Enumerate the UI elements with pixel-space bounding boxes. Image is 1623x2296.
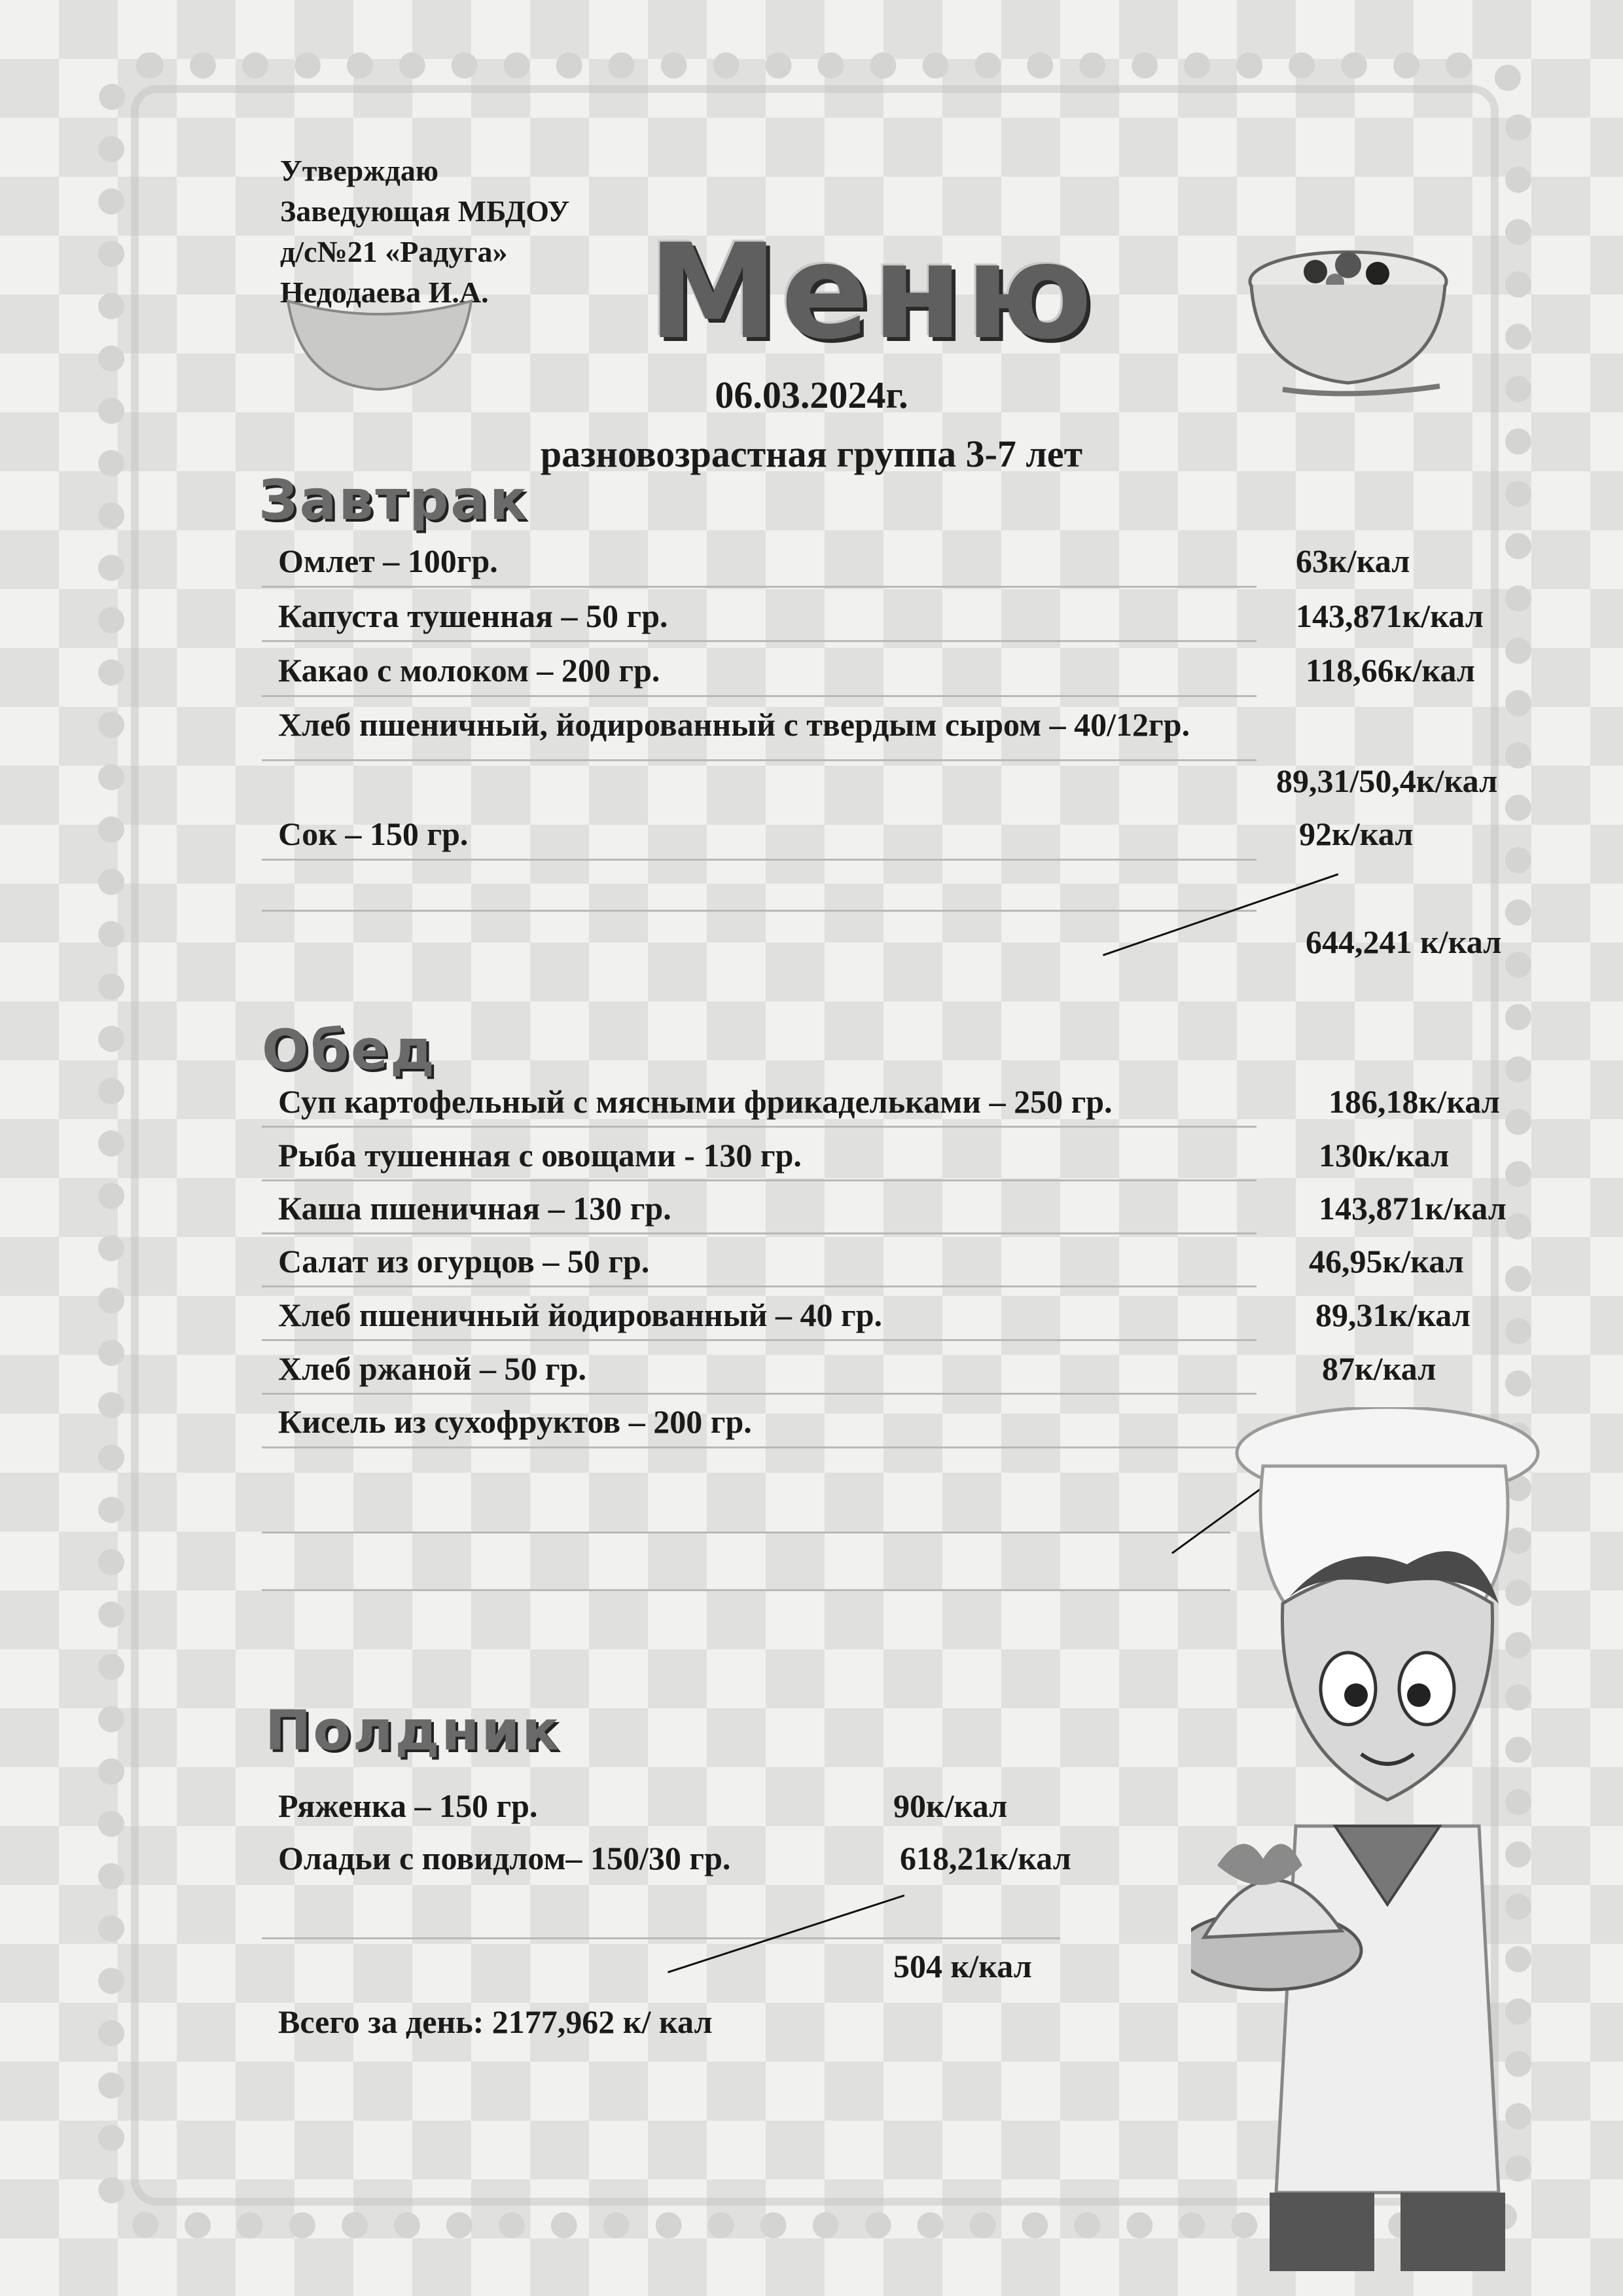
dish-name: Кисель из сухофруктов – 200 гр. (278, 1403, 752, 1440)
age-group: разновозрастная группа 3-7 лет (540, 433, 1083, 475)
dish-kcal: 143,871к/кал (1319, 1190, 1507, 1227)
breakfast-item (278, 706, 1561, 799)
dish-name: Каша пшеничная – 130 гр. (278, 1190, 671, 1227)
dish-kcal: 143,871к/кал (1296, 598, 1484, 634)
lunch-item (278, 1296, 1561, 1339)
dish-name: Капуста тушенная – 50 гр. (278, 598, 668, 634)
dish-kcal: 89,31/50,4к/кал (1276, 762, 1498, 799)
lunch-heading: Обед (262, 1018, 437, 1082)
approval-line: Заведующая МБДОУ (280, 194, 570, 228)
breakfast-item (278, 597, 1561, 640)
dish-kcal: 618,21к/кал (900, 1840, 1071, 1876)
lunch-item (278, 1242, 1561, 1285)
dish-kcal: 92к/кал (1299, 816, 1414, 852)
dish-kcal: 46,95к/кал (1309, 1243, 1464, 1280)
lunch-item (278, 1189, 1561, 1232)
dish-kcal: 130к/кал (1319, 1137, 1450, 1174)
chef-boy-icon (1191, 1407, 1558, 2271)
day-total: Всего за день: 2177,962 к/ кал (278, 2003, 713, 2040)
breakfast-item (278, 542, 1561, 585)
dish-kcal: 89,31к/кал (1315, 1297, 1471, 1333)
dish-name: Хлеб пшеничный, йодированный с твердым сыром – 40/12гр. (278, 706, 1190, 743)
dish-kcal: 87к/кал (1322, 1350, 1436, 1387)
dish-name: Какао с молоком – 200 гр. (278, 652, 660, 689)
menu-date: 06.03.2024г. (715, 374, 908, 416)
dish-kcal: 186,18к/кал (1329, 1083, 1500, 1120)
dish-name: Оладьи с повидлом– 150/30 гр. (278, 1840, 731, 1876)
dish-name: Салат из огурцов – 50 гр. (278, 1243, 650, 1280)
breakfast-heading: Завтрак (259, 468, 529, 532)
dish-kcal: 118,66к/кал (1306, 652, 1475, 689)
snack-total: 504 к/кал (893, 1948, 1032, 1984)
approval-line: Недодаева И.А. (280, 276, 489, 309)
breakfast-item (278, 815, 1561, 858)
dish-name: Хлеб пшеничный йодированный – 40 гр. (278, 1297, 883, 1333)
lunch-item (278, 1136, 1561, 1179)
breakfast-item (278, 651, 1561, 694)
dish-name: Сок – 150 гр. (278, 816, 469, 852)
dish-kcal: 90к/кал (893, 1787, 1008, 1824)
approval-line: Утверждаю (280, 154, 438, 187)
approval-line: д/с№21 «Радуга» (280, 235, 508, 268)
breakfast-total: 644,241 к/кал (1306, 924, 1502, 960)
dish-name: Суп картофельный с мясными фрикадельками – 250 гр. (278, 1083, 1113, 1120)
dish-kcal: 63к/кал (1296, 543, 1410, 579)
dish-name: Омлет – 100гр. (278, 543, 498, 579)
menu-title: Меню (648, 216, 1096, 368)
lunch-item (278, 1350, 1561, 1393)
dish-name: Хлеб ржаной – 50 гр. (278, 1350, 587, 1387)
dish-name: Рыба тушенная с овощами - 130 гр. (278, 1137, 802, 1174)
lunch-item (278, 1083, 1561, 1126)
dish-name: Ряженка – 150 гр. (278, 1787, 538, 1824)
snack-heading: Полдник (265, 1698, 562, 1763)
